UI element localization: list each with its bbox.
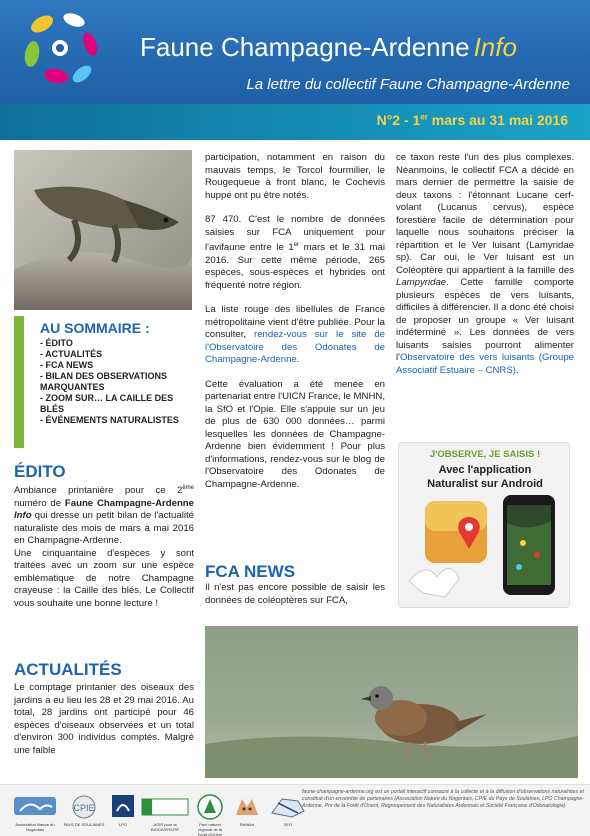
- middle-paragraph-3: La liste rouge des libellules de France métropolitaine vient d'être publiée. Pour la consulter, rendez-vous sur le site de l'Observatoire des Odonates de Champagne-Ardenne.: [205, 304, 385, 366]
- actualites-heading: ACTUALITÉS: [14, 660, 122, 679]
- middle-paragraph-2: 87 470. C'est le nombre de données saisies sur FCA uniquement pour l'avifaune entre le 1er mars et le 31 mai 2016. Sur cette même période, 265 espèces, sous-espèces et hybrides ont fréquenté notre région.: [205, 214, 385, 291]
- dunnock-photo: [205, 626, 578, 778]
- edito-paragraph-1: Ambiance printanière pour ce 2ème numéro de Faune Champagne-Ardenne Info qui dresse un petit bilan de l'actualité naturaliste des mois de mars à mai 2016 en Champagne-Ardenne.: [14, 485, 194, 547]
- sommaire-item-edito[interactable]: - ÉDITO: [40, 338, 73, 348]
- odonates-link[interactable]: rendez-vous sur le site de l'Observatoire des Odonates de Champagne-Ardenne: [205, 329, 385, 366]
- sommaire-item-evenements[interactable]: - ÉVÉNEMENTS NATURALISTES: [40, 415, 179, 425]
- footer: [0, 784, 590, 836]
- right-column: [396, 152, 574, 377]
- logo-pnr-foret-orient[interactable]: Parc naturel régional de la Forêt d'Orient: [194, 793, 226, 831]
- vers-luisants-link[interactable]: Observatoire des vers luisants (Groupe Associatif Estuaire – CNRS): [396, 352, 574, 376]
- logo-association-nature-nogentais[interactable]: Association Nature du Nogentais: [12, 793, 58, 831]
- naturalist-slogan: J'OBSERVE, JE SAISIS !: [429, 449, 541, 460]
- header: [0, 0, 590, 144]
- actualites-text: Le comptage printanier des oiseaux des jardins a eu lieu les 28 et 29 mai 2016. Au total, 28 jardins ont participé pour 46 espèces d'oiseaux observées et un total d'environ 300 individus comptés. Malgré une faible: [14, 682, 194, 756]
- issue-dates: N°2 - 1er mars au 31 mai 2016: [376, 112, 568, 128]
- naturalist-app-box[interactable]: [398, 442, 570, 608]
- sommaire-item-fca-news[interactable]: - FCA NEWS: [40, 360, 94, 370]
- fca-news-text: Il n'est pas encore possible de saisir les données de coléoptères sur FCA,: [205, 582, 385, 606]
- title-info: Info: [473, 32, 517, 62]
- edito-heading: ÉDITO: [14, 462, 66, 481]
- fca-news-heading: FCA NEWS: [205, 562, 296, 581]
- lizard-photo: [14, 150, 192, 310]
- logo-lpo[interactable]: LPO: [110, 793, 136, 831]
- right-paragraph-1: ce taxon reste l'un des plus complexes. Néanmoins, le collectif FCA a décidé en mars dernier de permettre la saisie de deux taxons : l'étonnant Lucane cerf-volant (Lucanus cervus), espèce forestière facile de détermination pour laquelle nous souhaitons préciser la répartition et le Ver luisant (Lamyridae sp). Car oui, le Ver luisant est un Coléoptère qui appartient à la famille des Lampyridae. Cette famille comporte plusieurs espèces de vers luisants, difficiles à différencier. Il a donc été choisi de proposer un groupe « Ver luisant indéterminé ». Les données de vers luisants saisies pourront alimenter l'Observatoire des vers luisants (Groupe Associatif Estuaire – CNRS).: [396, 152, 574, 376]
- middle-paragraph-1: participation, notamment en raison du mauvais temps, le Torcol fourmilier, le Rougequeue à front blanc, le Cochevis huppé ont pu être notés.: [205, 152, 385, 201]
- svg-text:CPIE: CPIE: [73, 803, 95, 813]
- sommaire-title: AU SOMMAIRE :: [40, 320, 150, 336]
- sommaire-item-bilan[interactable]: - BILAN DES OBSERVATIONS MARQUANTES: [40, 371, 168, 392]
- sommaire-item-actualites[interactable]: - ACTUALITÉS: [40, 349, 103, 359]
- fca-logo-icon: [12, 4, 108, 100]
- edito-text: [14, 482, 194, 610]
- logo-agir-biodiversite[interactable]: AGIR pour la BIODIVERSITÉ: [140, 793, 190, 831]
- newsletter-title: Faune Champagne-Ardenne Info: [140, 32, 517, 62]
- edito-paragraph-2: Une cinquantaine d'espèces y sont traitées avec un zoom sur une espèce emblématique de notre Champagne crayeuse : la Caille des blés. Le Collectif vous souhaite une bonne lecture !: [14, 547, 194, 609]
- naturalist-app-icon: [407, 493, 563, 603]
- partner-logos: [12, 791, 312, 836]
- footer-partners-text: faune-champagne-ardenne.org est un portail interactif consacré à la collecte et à la diffusion d'observations naturalistes et constitué d'un ensemble de partenaires (Association Nature du Nogentais, CPIE du Pays de Soulaines, LPO Champagne-Ardenne, Pnr de la Forêt d'Orient, Regroupement des Naturalistes Ardennais et Société Française d'Odonatologie).: [302, 789, 584, 809]
- middle-column: [205, 152, 385, 491]
- naturalist-caption: Avec l'application Naturalist sur Android: [427, 464, 543, 490]
- logo-sfo[interactable]: SFO: [268, 793, 308, 831]
- logo-renard[interactable]: ReNArd: [230, 793, 264, 831]
- logo-cpie-pays-de-soulaines[interactable]: CPIE PAYS DE SOULAINES: [62, 793, 106, 831]
- table-of-contents: [14, 316, 192, 448]
- middle-paragraph-4: Cette évaluation a été menée en partenariat entre l'UICN France, le MNHN, la SfO et l'Opie. Elle s'appuie sur un jeu de plus de 630 000 données… parmi lesquelles les données de Champagne-Ardenne bien évidemment ! Pour plus d'informations, rendez-vous sur le blog de l'Observatoire des Odonates de Champagne-Ardenne.: [205, 378, 385, 490]
- newsletter-subtitle: La lettre du collectif Faune Champagne-Ardenne: [246, 76, 570, 93]
- sommaire-item-zoom[interactable]: - ZOOM SUR… LA CAILLE DES BLÉS: [40, 393, 174, 414]
